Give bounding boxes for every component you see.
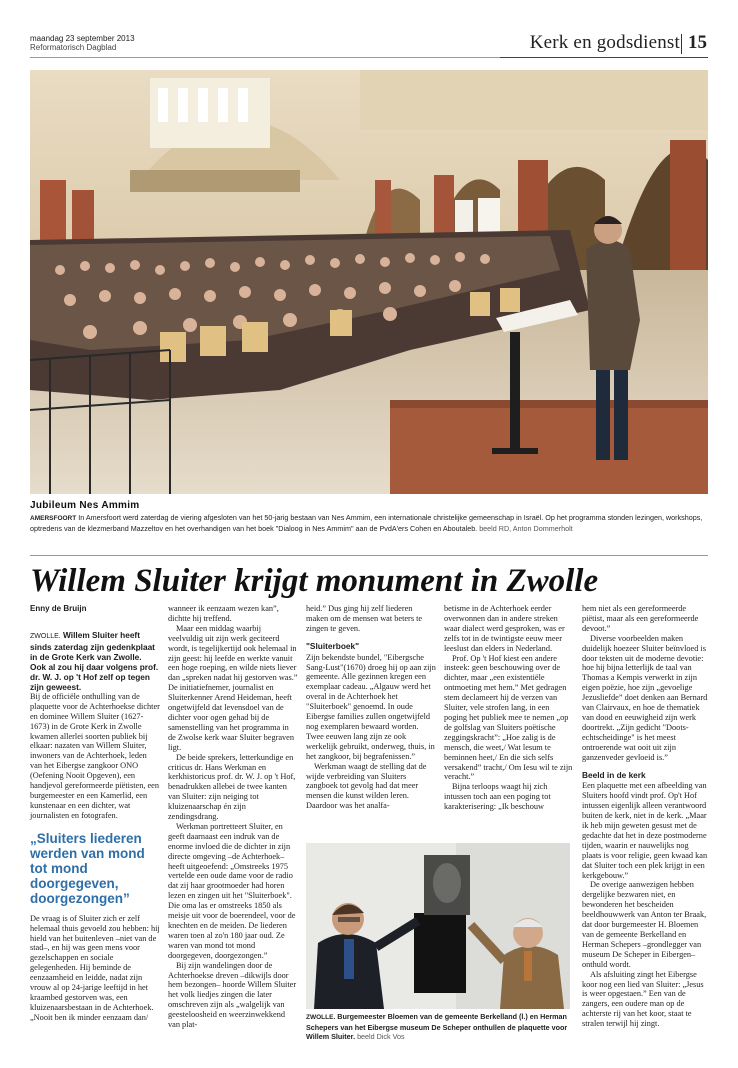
article-paragraph: heid.” Dus ging hij zelf liederen maken om de mensen wat beters te zingen te geven. <box>306 604 423 633</box>
article-paragraph: hem niet als een gereformeerde piëtist, maar als een gereformeerde devoot.” <box>582 604 699 633</box>
photo-caption-credit: beeld RD, Anton Dommerholt <box>479 524 573 533</box>
article-paragraph: Werkman portretteert Sluiter, en geeft daarnaast een indruk van de enorme invloed die de dichter in zijn directe omgeving –de Achterhoek– heeft uitgeoefend: „Omstreeks 1975 vertelde een oude dame voor de radio dat zij haar grootmoeder had horen lezen en zingen uit het "Sluiterboek". Die oma las er omstreeks 1850 als meisje uit voor de boerendeel, voor de knechten en de meiden. De liederen waren toen al zo'n 180 jaar oud. Ze waren van mond tot mond doorgegeven, doorgezongen.” <box>168 821 296 960</box>
section-rule <box>30 555 708 556</box>
article-column-3 <box>306 604 436 811</box>
article-column-1 <box>30 604 160 1023</box>
article-column-5 <box>582 604 710 1029</box>
header-date-block <box>30 34 135 52</box>
plaque-caption-credit: beeld Dick Vos <box>357 1032 405 1041</box>
article-paragraph: Als afsluiting zingt het Eibergse koor nog een lied van Sluiter: „Jesus is weer opgestaen.” Een van de zangers, een oudere man op de achterste rij van het koor, staat te stralen terwijl hij zingt. <box>582 969 704 1029</box>
article-subhead: "Sluiterboek" <box>306 640 360 651</box>
header-rule-accent <box>500 57 708 58</box>
page-number: 15 <box>688 32 707 53</box>
article-paragraph: De beide sprekers, letterkundige en criticus dr. Hans Werkman en kerkhistoricus prof. dr. W. J. op 't Hof, benadrukken allebei de twee kanten van Sluiter: zijn neiging tot kluizenaarschap én zijn zendingsdrang. <box>168 752 296 822</box>
publication-name: Reformatorisch Dagblad <box>30 43 117 52</box>
article-paragraph: Diverse voorbeelden maken duidelijk hoezeer Sluiter beïnvloed is door teksten uit de moderne devotie: hoe hij bijna letterlijk de taal van Thomas a Kempis verwerkt in zijn eigen poëzie, hoe zijn „gevoelige Jezusliefde” doet denken aan Bernard van Clairvaux, en hoe de thematiek van dood en eeuwigheid zijn werk doortrekt. „Zijn gedicht "Doots-echtscheidinge" is het meest ontroerende wat ooit uit zijn ganzenveder gevloeid is.” <box>582 633 708 762</box>
photo-caption <box>30 513 710 534</box>
plaque-unveiling-photo <box>306 843 570 1009</box>
photo-caption-title: Jubileum Nes Ammim <box>30 500 140 511</box>
article-headline: Willem Sluiter krijgt monument in Zwolle <box>30 563 599 599</box>
header-separator <box>681 34 682 54</box>
photo-caption-place: AMERSFOORT <box>30 515 77 522</box>
article-lead-text: Willem Sluiter heeft sinds zaterdag zijn gedenkplaat in de Grote Kerk van Zwolle. Ook al zou hij daar volgens prof. dr. W. J. op 't Hof zelf op tegen zijn geweest. <box>30 629 159 692</box>
article-lead <box>30 630 160 692</box>
plaque-caption-text: Burgemeester Bloemen van de gemeente Berkelland (l.) en Herman Schepers van het Eibergse museum De Scheper onthullen de plaquette voor Willem Sluiter. <box>306 1012 568 1041</box>
photo-caption-text: In Amersfoort werd zaterdag de viering afgesloten van het 50-jarig bestaan van Nes Ammim, een internationale christelijke gemeenschap in Israël. Op het programma stonden lezingen, workshops, optredens van de klezmerband Mazzeltov en het overhandigen van het boek "Dialoog in Nes Ammim" aan de PvdA'ers Cohen en Aboutaleb. <box>30 513 703 533</box>
pull-quote: „Sluiters liederen werden van mond tot mond doorgegeven, doorgezongen” <box>30 830 145 906</box>
article-paragraph: De overige aanwezigen hebben dergelijke bezwaren niet, en bewonderen het bescheiden beeldhouwwerk van Anton ter Braak, dat door burgemeester H. Bloemen van de gemeente Berkelland en Herman Schepers –grondlegger van museum De Scheper in Eibergen– onthuld wordt. <box>582 880 707 969</box>
plaque-photo-caption <box>306 1012 572 1042</box>
plaque-caption-place: ZWOLLE. <box>306 1014 336 1021</box>
article-paragraph: Een plaquette met een afbeelding van Sluiters hoofd vindt prof. Op't Hof intussen eigenlijk alleen verantwoord buiten de kerk, niet in de kerk. „Maar ik heb mijn geweten gesust met de gedachte dat het in deze postmoderne tijden, waarin er nauwelijks nog plaats is voor religie, geen kwaad kan dat Sluiter toch een plek krijgt in een kerkgebouw.” <box>582 781 708 880</box>
article-paragraph: Bij de officiële onthulling van de plaquette voor de Achterhoekse dichter en dominee Willem Sluiter (1627-1673) in de Grote Kerk in Zwolle kwamen allerlei soorten publiek bij elkaar: nazaten van Willem Sluiter, inwoners van de Achterhoek, leden van het Eibergse zangkoor ONO (Oefening Nooit Opgeven), een handjevol gereformeerde piëtisten, een burgemeester en een Kamerlid, een kunstenaar en een dichter, wat journalisten en fotografen. <box>30 691 160 820</box>
article-lead-place: ZWOLLE. <box>30 632 61 640</box>
article-paragraph: wanneer ik eenzaam wezen kan”, dichtte hij treffend. <box>168 604 279 623</box>
article-byline: Enny de Bruijn <box>30 604 87 613</box>
article-paragraph: Zijn bekendste bundel, "Eibergsche Sang-Lust"(1670) droeg hij op aan zijn gemeente. Alle gezinnen kregen een exemplaar cadeau. „Algauw werd het overal in de Achterhoek het "Sluiterboek" genoemd. In oude Eibergse families zullen ongetwijfeld nog exemplaren bewaard worden. Twee eeuwen lang zijn ze ook werkelijk gebruikt, onderweg, thuis, in het zangkoor, bij begrafenissen.” <box>306 652 436 761</box>
article-paragraph: Werkman waagt de stelling dat de wijde verbreiding van Sluiters zangboek tot gevolg had dat meer mensen die kunst wilden leren. Daardoor was het analfa- <box>306 761 427 811</box>
article-paragraph: Maar een middag waarbij veelvuldig uit zijn werk geciteerd wordt, is tegelijkertijd ook helemaal in zijn geest: hij leefde en werkte vanuit een hoge roeping, en wilde niets liever dan „spreken nadat hij gestorven was.” De initiatiefnemer, journalist en Sluiterkenner Arend Heideman, heeft ongetwijfeld dat levensdoel van de dichter voor ogen gehad bij de samenstelling van het programma in de Zwolse kerk waar Sluiter begraven ligt. <box>168 623 298 752</box>
issue-date: maandag 23 september 2013 <box>30 34 135 43</box>
article-subhead: Beeld in de kerk <box>582 769 646 780</box>
article-paragraph: betisme in de Achterhoek eerder overwonnen dan in andere streken waar dialect werd gesproken, was er zelfs tot in de twintigste eeuw meer leeslust dan elders in Nederland. <box>444 604 565 653</box>
article-paragraph: Bijna terloops waagt hij zich intussen toch aan een poging tot karakterisering: „Ik beschouw <box>444 782 551 812</box>
article-column-4 <box>444 604 574 812</box>
article-paragraph: Prof. Op 't Hof kiest een andere insteek: geen beschouwing over de dichter, maar „een existentiële ontmoeting met hem.” Met gedragen stem declameert hij de verzen van Sluiter, vele strofen lang, in een poging het publiek mee te nemen „op de golfslag van Sluiters poëtische zeggingskracht”: „Hoe zalig is de mensch, die weet,/ Wat lesum te beminnen heet,/ En die sich selfs versakend” tracht,/ Om Iesu wil te zijn veracht.” <box>444 653 573 782</box>
article-paragraph: Bij zijn wandelingen door de Achterhoekse dreven –dikwijls door hem bezongen– hoorde Willem Sluiter het volk liedjes zingen die later omschreven zijn als „walgelijk van geesteloosheid en weerzinwekkend van plat- <box>168 960 297 1030</box>
main-photo-church-audience <box>30 70 708 494</box>
section-title: Kerk en godsdienst <box>529 32 680 53</box>
article-column-2 <box>168 604 298 1030</box>
article-paragraph: De vraag is of Sluiter zich er zelf helemaal thuis gevoeld zou hebben: hij hield van het buitenleven –niet van de stad–, en hij was geen mens voor gezelschappen en sociale gelegenheden. Hij beminde de eenzaamheid en leidde, nadat zijn vrouw al op 24-jarige leeftijd in het kraambed gestorven was, een kluizenaarsbestaan in de Achterhoek. „Nooit ben ik minder eenzaam dan/ <box>30 913 160 1022</box>
